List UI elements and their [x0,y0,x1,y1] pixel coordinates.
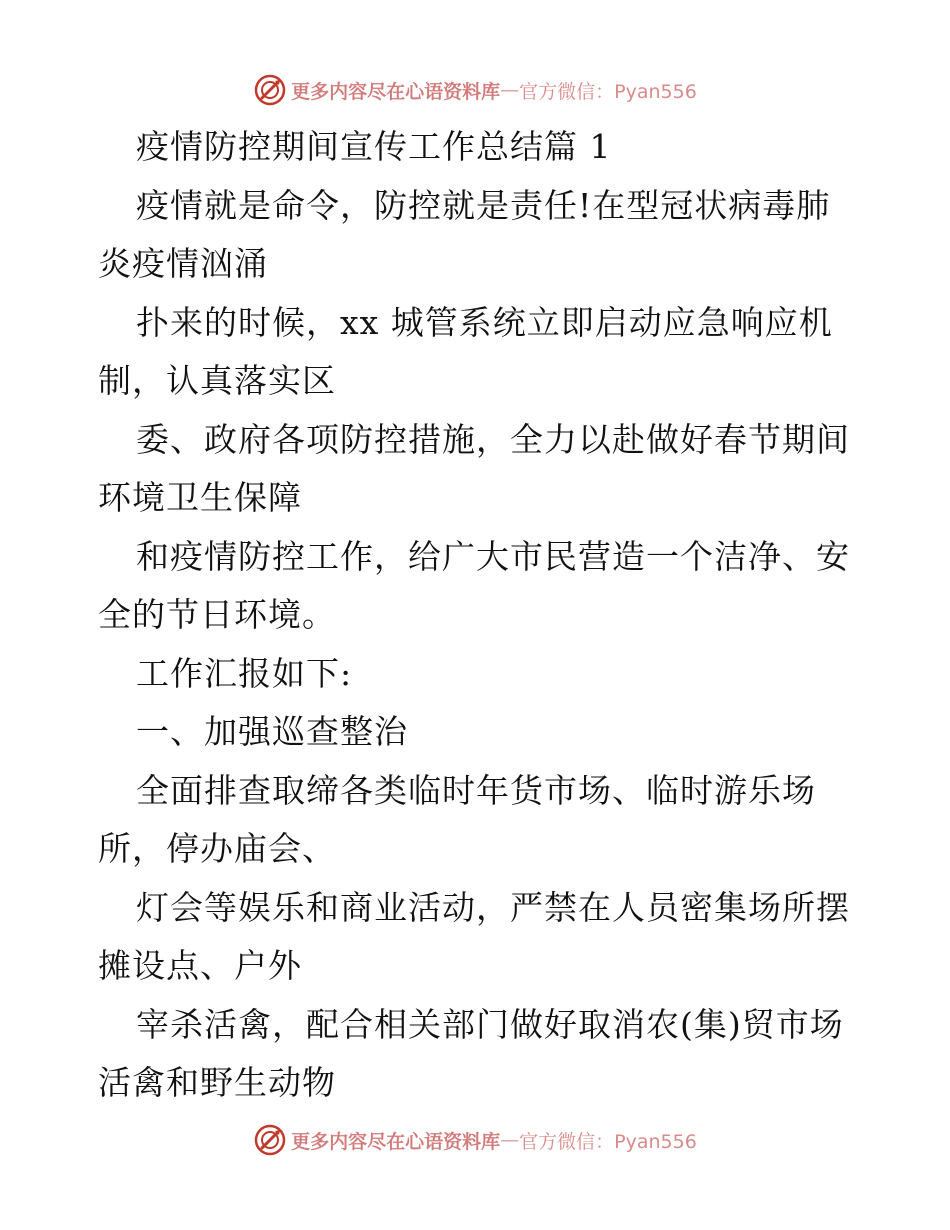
doc-line: 全面排查取缔各类临时年货市场、临时游乐场 [136,770,816,810]
footer-watermark [0,1120,950,1160]
watermark-sub-text: 官方微信：Pyan556 [519,1130,697,1153]
doc-line: 疫情就是命令，防控就是责任!在型冠状病毒肺 [136,185,831,225]
watermark-sub-text: 官方微信：Pyan556 [519,80,697,103]
brand-logo-icon [253,1123,287,1157]
watermark-main-text: 更多内容尽在心语资料库 [291,1130,501,1153]
doc-line: 制，认真落实区 [98,361,336,400]
watermark-main-text: 更多内容尽在心语资料库 [291,80,501,103]
watermark-separator: — [500,79,520,101]
doc-line: 一、加强巡查整治 [136,712,408,751]
doc-line: 和疫情防控工作，给广大市民营造一个洁净、安 [136,536,850,576]
doc-line: 灯会等娱乐和商业活动，严禁在人员密集场所摆 [136,887,850,927]
doc-line: 所，停办庙会、 [98,829,336,868]
doc-line: 委、政府各项防控措施，全力以赴做好春节期间 [136,419,850,459]
doc-line: 活禽和野生动物 [98,1063,336,1102]
doc-line: 扑来的时候，xx 城管系统立即启动应急响应机 [136,302,833,342]
doc-line: 宰杀活禽，配合相关部门做好取消农(集)贸市场 [136,1004,844,1044]
doc-line: 炎疫情汹涌 [98,244,268,283]
doc-line: 摊设点、户外 [98,946,302,985]
doc-line: 工作汇报如下: [136,653,353,693]
header-watermark [0,70,950,110]
watermark-separator: — [500,1129,520,1151]
brand-logo-icon [253,73,287,107]
doc-line: 环境卫生保障 [98,478,302,517]
document-body [98,118,858,1113]
doc-line: 全的节日环境。 [98,595,336,634]
doc-line: 疫情防控期间宣传工作总结篇 1 [136,127,612,166]
